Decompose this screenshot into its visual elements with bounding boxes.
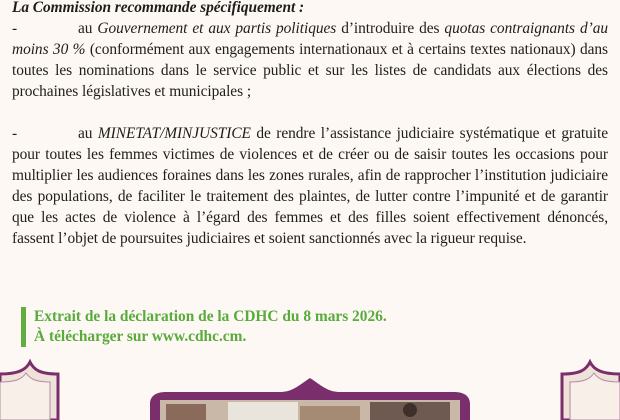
item-text: (conformément aux engagements internationaux et à certains textes nationaux) dans toutes les nominations dans le service public et sur les listes de candidats aux élections des prochaines législatives et municipales ; — [12, 41, 608, 100]
source-note — [21, 307, 387, 347]
item-lead: au — [78, 125, 98, 142]
download-link-line[interactable]: À télécharger sur www.cdhc.cm. — [34, 328, 247, 345]
document-body — [12, 0, 608, 249]
item-lead: au — [78, 20, 98, 37]
decorative-footer — [0, 352, 620, 420]
item-addressee: MINETAT/MINJUSTICE — [97, 125, 251, 142]
photo-detail-person — [403, 403, 417, 417]
photo-detail-center — [300, 406, 360, 420]
bullet-dash: - — [12, 125, 18, 142]
section-heading: La Commission recommande spécifiquement : — [12, 0, 305, 16]
item-mid: d’introduire des — [336, 20, 445, 37]
item-addressee: Gouvernement et aux partis politiques — [97, 20, 337, 37]
photo-detail-banner — [228, 402, 298, 420]
recommendation-item-1 — [12, 18, 608, 102]
recommendation-item-2 — [12, 123, 608, 249]
item-text: de rendre l’assistance judiciaire systématique et gratuite pour toutes les femmes victimes de violences et de créer ou de saisir toutes les occasions pour multiplier les audiences foraines dans les zones rurales, afin de rapprocher l’institution judiciaire des populations, de faciliter le traitement des plaintes, de lutter contre l’impunité et de garantir que les actes de violence à l’égard des femmes et des filles soient effectivement dénoncés, fassent l’objet de poursuites judiciaires et soient sanctionnés avec la rigueur requise. — [12, 125, 608, 247]
paragraph-gap — [12, 102, 608, 123]
bullet-dash: - — [12, 20, 18, 37]
item-emphasis: quotas contraignants d’au moins 30 % — [12, 20, 608, 58]
photo-detail-left — [166, 404, 206, 420]
source-line: Extrait de la déclaration de la CDHC du 8 mars 2026. — [34, 308, 387, 325]
